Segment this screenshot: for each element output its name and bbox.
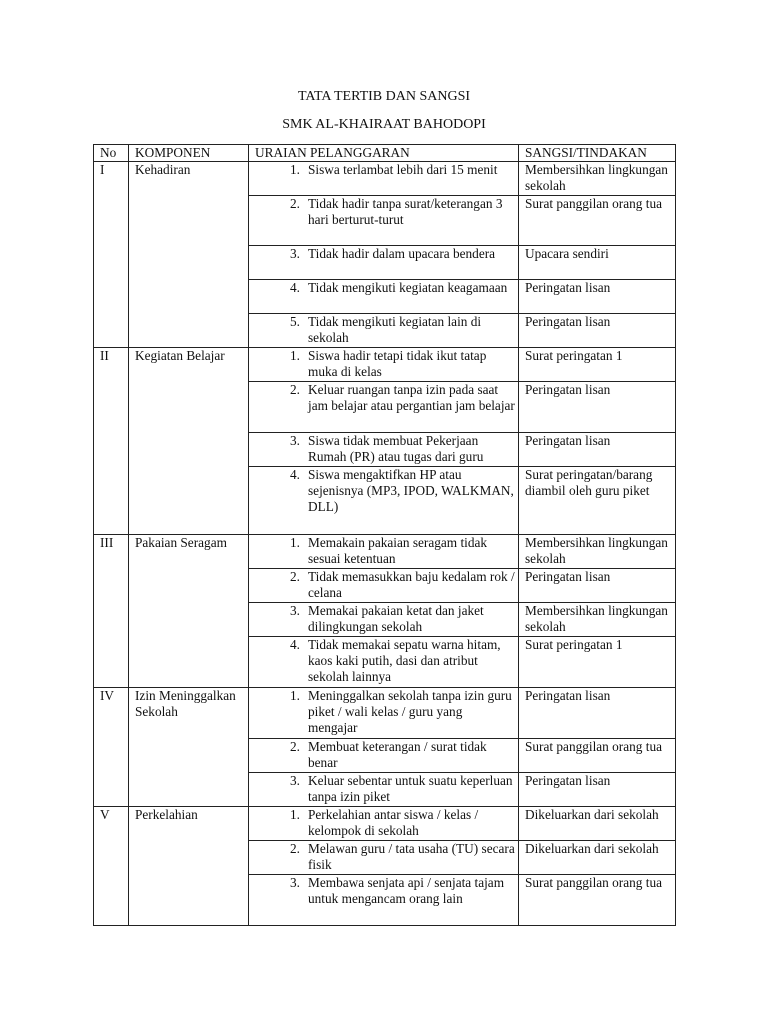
header-komponen: KOMPONEN bbox=[129, 145, 249, 162]
sanction-cell: Upacara sendiri bbox=[519, 246, 676, 280]
item-number: 3. bbox=[290, 875, 300, 890]
violation-cell bbox=[249, 382, 519, 433]
item-number: 3. bbox=[290, 246, 300, 261]
violation-cell bbox=[249, 637, 519, 688]
violation-text: Tidak memasukkan baju kedalam rok / celana bbox=[308, 569, 515, 600]
violation-text: Memakain pakaian seragam tidak sesuai ketentuan bbox=[308, 535, 488, 566]
violation-cell bbox=[249, 841, 519, 875]
group-number: I bbox=[94, 162, 129, 348]
violation-cell bbox=[249, 535, 519, 569]
violation-text: Tidak mengikuti kegiatan keagamaan bbox=[308, 280, 508, 295]
item-number: 2. bbox=[290, 841, 300, 856]
sanction-cell: Peringatan lisan bbox=[519, 382, 676, 433]
violation-cell bbox=[249, 569, 519, 603]
violation-cell bbox=[249, 603, 519, 637]
item-number: 3. bbox=[290, 603, 300, 618]
sanction-cell: Surat panggilan orang tua bbox=[519, 875, 676, 926]
sanction-cell: Peringatan lisan bbox=[519, 569, 676, 603]
header-sangsi: SANGSI/TINDAKAN bbox=[519, 145, 676, 162]
item-number: 2. bbox=[290, 739, 300, 754]
violation-text: Keluar sebentar untuk suatu keperluan tanpa izin piket bbox=[308, 773, 513, 804]
violation-cell bbox=[249, 739, 519, 773]
document-title: TATA TERTIB DAN SANGSI bbox=[297, 89, 471, 104]
sanction-cell: Membersihkan lingkungan sekolah bbox=[519, 603, 676, 637]
group-komponen: Kehadiran bbox=[129, 162, 249, 348]
violation-text: Tidak memakai sepatu warna hitam, kaos kaki putih, dasi dan atribut sekolah lainnya bbox=[308, 637, 501, 684]
violation-text: Tidak hadir dalam upacara bendera bbox=[308, 246, 496, 261]
table-row bbox=[94, 535, 676, 569]
sanction-cell: Peringatan lisan bbox=[519, 773, 676, 807]
group-number: IV bbox=[94, 688, 129, 807]
header-uraian: URAIAN PELANGGARAN bbox=[249, 145, 519, 162]
violation-cell bbox=[249, 875, 519, 926]
violation-cell bbox=[249, 348, 519, 382]
sanction-cell: Surat peringatan 1 bbox=[519, 637, 676, 688]
rules-table bbox=[93, 144, 676, 926]
item-number: 3. bbox=[290, 773, 300, 788]
item-number: 1. bbox=[290, 688, 300, 703]
sanction-cell: Membersihkan lingkungan sekolah bbox=[519, 162, 676, 196]
sanction-cell: Dikeluarkan dari sekolah bbox=[519, 807, 676, 841]
violation-cell bbox=[249, 807, 519, 841]
group-number: V bbox=[94, 807, 129, 926]
sanction-cell: Peringatan lisan bbox=[519, 314, 676, 348]
school-name: SMK AL-KHAIRAAT BAHODOPI bbox=[282, 117, 486, 132]
table-row bbox=[94, 348, 676, 382]
violation-text: Siswa terlambat lebih dari 15 menit bbox=[308, 162, 498, 177]
violation-cell bbox=[249, 196, 519, 246]
violation-text: Melawan guru / tata usaha (TU) secara fisik bbox=[308, 841, 515, 872]
item-number: 1. bbox=[290, 807, 300, 822]
sanction-cell: Membersihkan lingkungan sekolah bbox=[519, 535, 676, 569]
item-number: 2. bbox=[290, 569, 300, 584]
table-header-row bbox=[94, 145, 676, 162]
violation-text: Siswa hadir tetapi tidak ikut tatap muka di kelas bbox=[308, 348, 487, 379]
sanction-cell: Peringatan lisan bbox=[519, 280, 676, 314]
item-number: 4. bbox=[290, 280, 300, 295]
group-komponen: Pakaian Seragam bbox=[129, 535, 249, 688]
sanction-cell: Surat panggilan orang tua bbox=[519, 196, 676, 246]
violation-text: Tidak mengikuti kegiatan lain di sekolah bbox=[308, 314, 482, 345]
violation-text: Tidak hadir tanpa surat/keterangan 3 hari berturut-turut bbox=[308, 196, 503, 227]
sanction-cell: Surat panggilan orang tua bbox=[519, 739, 676, 773]
table-row bbox=[94, 688, 676, 739]
group-komponen: Kegiatan Belajar bbox=[129, 348, 249, 535]
item-number: 1. bbox=[290, 535, 300, 550]
violation-text: Membawa senjata api / senjata tajam untuk mengancam orang lain bbox=[308, 875, 505, 906]
item-number: 1. bbox=[290, 348, 300, 363]
group-komponen: Izin Meninggalkan Sekolah bbox=[129, 688, 249, 807]
item-number: 4. bbox=[290, 467, 300, 482]
violation-text: Keluar ruangan tanpa izin pada saat jam belajar atau pergantian jam belajar bbox=[308, 382, 515, 413]
header-no: No bbox=[94, 145, 129, 162]
group-komponen: Perkelahian bbox=[129, 807, 249, 926]
table-body bbox=[94, 162, 676, 926]
item-number: 2. bbox=[290, 382, 300, 397]
sanction-cell: Peringatan lisan bbox=[519, 688, 676, 739]
violation-cell bbox=[249, 162, 519, 196]
violation-cell bbox=[249, 433, 519, 467]
table-row bbox=[94, 162, 676, 196]
sanction-cell: Peringatan lisan bbox=[519, 433, 676, 467]
violation-cell bbox=[249, 314, 519, 348]
group-number: II bbox=[94, 348, 129, 535]
table-row bbox=[94, 807, 676, 841]
item-number: 2. bbox=[290, 196, 300, 211]
violation-cell bbox=[249, 688, 519, 739]
violation-text: Meninggalkan sekolah tanpa izin guru piket / wali kelas / guru yang mengajar bbox=[308, 688, 512, 735]
violation-cell bbox=[249, 280, 519, 314]
violation-text: Siswa tidak membuat Pekerjaan Rumah (PR) atau tugas dari guru bbox=[308, 433, 484, 464]
item-number: 3. bbox=[290, 433, 300, 448]
violation-text: Siswa mengaktifkan HP atau sejenisnya (MP3, IPOD, WALKMAN, DLL) bbox=[308, 467, 514, 514]
item-number: 5. bbox=[290, 314, 300, 329]
violation-text: Membuat keterangan / surat tidak benar bbox=[308, 739, 487, 770]
item-number: 1. bbox=[290, 162, 300, 177]
group-number: III bbox=[94, 535, 129, 688]
sanction-cell: Surat peringatan 1 bbox=[519, 348, 676, 382]
violation-text: Memakai pakaian ketat dan jaket dilingkungan sekolah bbox=[308, 603, 484, 634]
violation-cell bbox=[249, 467, 519, 535]
violation-text: Perkelahian antar siswa / kelas / kelompok di sekolah bbox=[308, 807, 479, 838]
item-number: 4. bbox=[290, 637, 300, 652]
sanction-cell: Surat peringatan/barang diambil oleh guru piket bbox=[519, 467, 676, 535]
violation-cell bbox=[249, 773, 519, 807]
sanction-cell: Dikeluarkan dari sekolah bbox=[519, 841, 676, 875]
violation-cell bbox=[249, 246, 519, 280]
